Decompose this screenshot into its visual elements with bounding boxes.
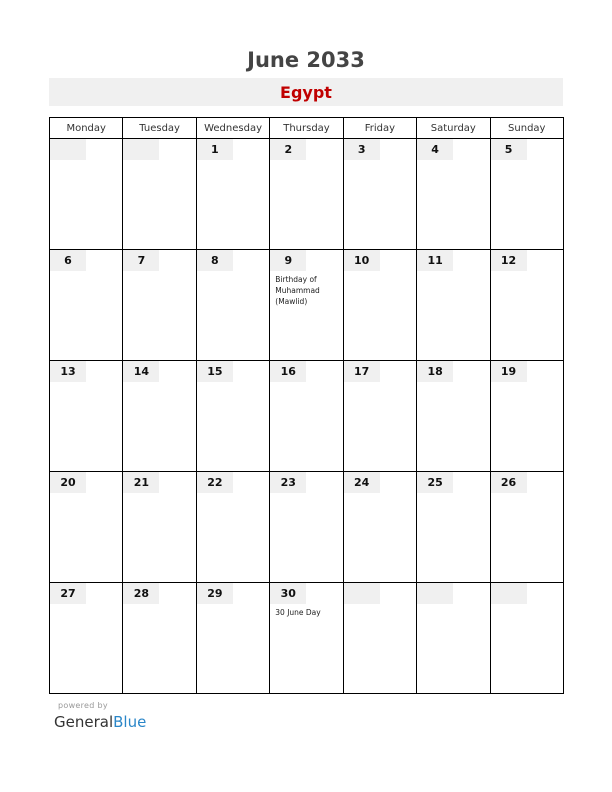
day-number-box [197, 583, 233, 604]
brand-general: General [54, 713, 114, 731]
day-cell [196, 361, 269, 472]
day-number-box [344, 583, 380, 604]
day-cell [270, 139, 343, 250]
weekday-thursday: Thursday [270, 118, 343, 139]
day-cell [123, 139, 196, 250]
day-number-box [417, 472, 453, 493]
weekday-tuesday: Tuesday [123, 118, 196, 139]
holiday-event: 30 June Day [275, 608, 321, 617]
day-cell [417, 250, 490, 361]
day-number-box [123, 139, 159, 160]
day-number: 23 [280, 476, 296, 489]
day-number-box [50, 250, 86, 271]
day-number: 30 [280, 587, 296, 600]
day-number: 7 [137, 254, 146, 267]
day-number-box [417, 250, 453, 271]
day-number-box [270, 250, 306, 271]
day-number: 4 [431, 143, 439, 156]
weekday-friday: Friday [343, 118, 416, 139]
day-number-box [417, 361, 453, 382]
weekday-wednesday: Wednesday [196, 118, 269, 139]
holiday-event: Birthday of Muhammad (Mawlid) [275, 275, 320, 306]
day-cell [343, 583, 416, 694]
day-number-box [50, 472, 86, 493]
day-number-box [123, 361, 159, 382]
day-number-box [123, 583, 159, 604]
day-number-box [270, 583, 306, 604]
day-cell [123, 472, 196, 583]
day-cell [490, 583, 563, 694]
day-number: 2 [284, 143, 293, 156]
day-number-box [344, 472, 380, 493]
day-cell [343, 139, 416, 250]
day-cell [50, 361, 123, 472]
day-cell [196, 139, 269, 250]
day-number: 10 [354, 254, 370, 267]
day-number: 25 [427, 476, 443, 489]
day-number-box [50, 583, 86, 604]
calendar-title: June 2033 [247, 48, 365, 72]
day-cell [343, 250, 416, 361]
brand-blue: Blue [113, 713, 147, 731]
day-cell [417, 139, 490, 250]
day-cell [50, 139, 123, 250]
day-number-box [123, 250, 159, 271]
country-banner [49, 78, 563, 106]
day-number-box [491, 472, 527, 493]
day-number-box [50, 361, 86, 382]
day-cell [50, 472, 123, 583]
day-cell [123, 250, 196, 361]
weekday-header-row [50, 118, 564, 139]
day-number: 8 [211, 254, 219, 267]
day-cell [490, 361, 563, 472]
day-cell [343, 472, 416, 583]
calendar-week-row [50, 583, 564, 694]
day-cell [343, 361, 416, 472]
calendar-week-row [50, 472, 564, 583]
day-number: 19 [500, 365, 517, 378]
day-number-box [491, 250, 527, 271]
day-number-box [344, 361, 380, 382]
calendar-week-row [50, 139, 564, 250]
day-number: 24 [354, 476, 370, 489]
day-number: 16 [280, 365, 296, 378]
day-number: 3 [357, 143, 366, 156]
day-number-box [417, 583, 453, 604]
day-cell [123, 361, 196, 472]
day-cell [196, 472, 269, 583]
day-number: 18 [427, 365, 443, 378]
calendar-body [50, 139, 564, 694]
day-number-box [197, 139, 233, 160]
day-cell [417, 361, 490, 472]
weekday-sunday: Sunday [490, 118, 563, 139]
day-number: 15 [207, 365, 223, 378]
day-number: 17 [354, 365, 370, 378]
day-number: 13 [60, 365, 76, 378]
day-cell [490, 139, 563, 250]
day-cell [270, 361, 343, 472]
day-number: 6 [64, 254, 72, 267]
day-number-box [344, 250, 380, 271]
day-cell [50, 583, 123, 694]
day-number: 28 [133, 587, 150, 600]
day-number-box [270, 472, 306, 493]
generalblue-logo [54, 713, 146, 731]
day-number-box [344, 139, 380, 160]
day-number-box [417, 139, 453, 160]
day-number-box [197, 361, 233, 382]
country-name: Egypt [280, 83, 332, 102]
day-cell [196, 250, 269, 361]
day-number: 14 [133, 365, 150, 378]
day-number: 12 [500, 254, 517, 267]
day-number: 22 [207, 476, 223, 489]
day-cell [270, 472, 343, 583]
calendar-week-row [50, 250, 564, 361]
day-cell [123, 583, 196, 694]
day-number-box [491, 361, 527, 382]
day-number: 9 [284, 254, 293, 267]
calendar-grid [49, 117, 564, 694]
day-cell [270, 250, 343, 361]
day-number: 26 [500, 476, 517, 489]
day-cell [50, 250, 123, 361]
day-number-box [123, 472, 159, 493]
weekday-saturday: Saturday [417, 118, 490, 139]
day-number: 29 [207, 587, 223, 600]
day-number-box [197, 472, 233, 493]
day-cell [417, 583, 490, 694]
day-number: 11 [427, 254, 443, 267]
day-number: 5 [504, 143, 513, 156]
day-number: 20 [60, 476, 76, 489]
day-number: 1 [211, 143, 219, 156]
day-number-box [197, 250, 233, 271]
day-cell [417, 472, 490, 583]
day-number-box [491, 139, 527, 160]
day-number: 21 [133, 476, 150, 489]
day-number-box [270, 361, 306, 382]
day-number-box [50, 139, 86, 160]
powered-by-text: powered by [58, 701, 108, 710]
weekday-monday: Monday [50, 118, 123, 139]
day-number-box [270, 139, 306, 160]
day-cell [490, 250, 563, 361]
day-cell [196, 583, 269, 694]
calendar-week-row [50, 361, 564, 472]
day-number-box [491, 583, 527, 604]
day-number: 27 [60, 587, 76, 600]
day-cell [270, 583, 343, 694]
day-cell [490, 472, 563, 583]
